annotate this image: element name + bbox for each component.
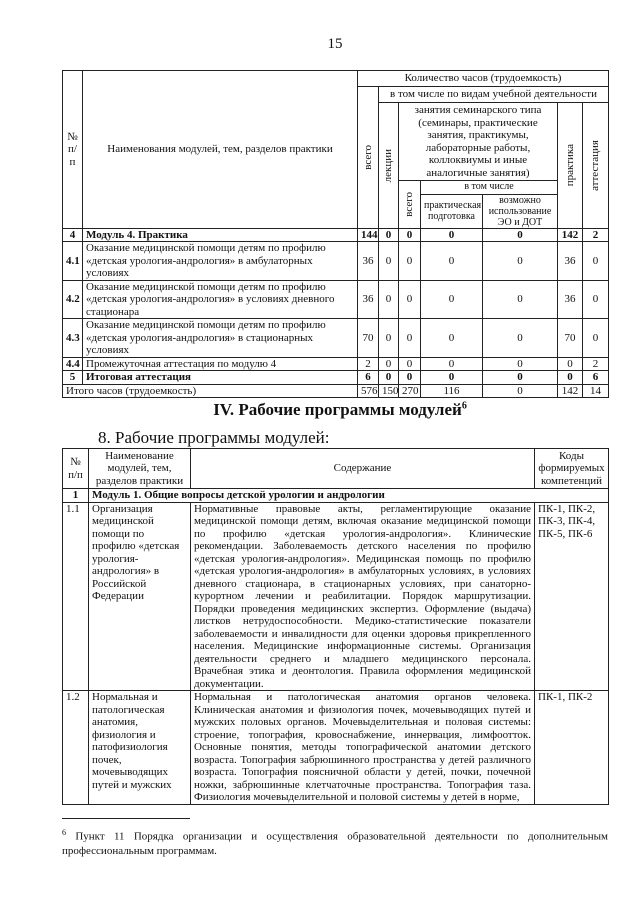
footnote-text: Пункт 11 Порядка организации и осуществления образовательной деятельности по дополнительным профессиональным программам. — [62, 830, 608, 857]
row-content: Нормативные правовые акты, регламентирующие оказание медицинской помощи детям, включая оказание медицинской помощи по профилю «детская урология-андрология». Клинические рекомендации. Заболеваемость детского населения по профилю «детская урология-андрология». Медицинская помощь по профилю «детская урология-андрология» в амбулаторных условиях, в условиях дневного стационара, в стационарных условиях, при санаторно-курортном лечении и реабилитации. Порядок маршрутизации. Порядки проведения медицинских экспертиз. Оформление (выдача) листков нетрудоспособности. Медико-статистические показатели заболеваемости и инвалидности для оценки здоровья прикрепленного населения. Медицинские информационные системы. Организация деятельности среднего и младшего медицинского персонала. Врачебная этика и деонтология. Правила оформления медицинской документации. — [191, 502, 535, 691]
total-value: 142 — [558, 384, 583, 398]
row-value: 0 — [379, 280, 399, 319]
row-name: Итоговая аттестация — [83, 371, 358, 385]
module-num: 1 — [63, 489, 89, 503]
row-value: 0 — [379, 319, 399, 358]
row-value: 0 — [379, 357, 399, 371]
footnote-ref[interactable]: 6 — [461, 400, 467, 412]
row-value: 0 — [399, 280, 421, 319]
header-by-type: в том числе по видам учебной деятельности — [379, 87, 609, 103]
header-lectures — [379, 103, 399, 229]
row-value: 36 — [558, 280, 583, 319]
row-name: Оказание медицинской помощи детям по профилю «детская урология-андрология» в стационарных условиях — [83, 319, 358, 358]
total-row — [63, 384, 609, 398]
table-row — [63, 228, 609, 242]
table-row — [63, 371, 609, 385]
total-value: 270 — [399, 384, 421, 398]
row-content: Нормальная и патологическая анатомия органов человека. Клиническая анатомия и физиология почек, мочевыводящих путей и мужских половых органов. Мочевыделительная и половая системы: строение, топография, кровоснабжение, иннервация, лимфоотток. Основные понятия, методы топографической анатомии детского возраста. Топография забрюшинного пространства у детей различного возраста. Топография поясничной области у детей, почки, почечной ножки, забрюшинные клетчаточные пространства. Топография таза. Физиология мочевыделительной и половой системы у детей в норме, — [191, 691, 535, 805]
row-value: 6 — [583, 371, 609, 385]
row-value: 0 — [421, 280, 483, 319]
header-seminar-total — [399, 181, 421, 229]
footnote — [62, 826, 608, 858]
header-seminar: занятия семинарского типа (семинары, практические занятия, практикумы, лабораторные работы, коллоквиумы и иные аналогичные занятия) — [399, 103, 558, 181]
row-value: 142 — [558, 228, 583, 242]
row-num: 4.3 — [63, 319, 83, 358]
hours-table — [62, 70, 609, 398]
row-value: 0 — [399, 319, 421, 358]
header-num: № п/п — [63, 71, 83, 229]
header-attestation-label: аттестация — [589, 139, 602, 191]
total-value: 0 — [483, 384, 558, 398]
section-title — [0, 400, 640, 420]
header-seminar-total-label: всего — [403, 191, 416, 217]
row-value: 0 — [483, 319, 558, 358]
table-row — [63, 280, 609, 319]
row-value: 36 — [358, 280, 379, 319]
header-eo-dot: возможно использование ЭО и ДОТ — [483, 194, 558, 228]
row-value: 0 — [558, 371, 583, 385]
total-value: 150 — [379, 384, 399, 398]
total-value: 14 — [583, 384, 609, 398]
header-practice — [558, 103, 583, 229]
section-title-text: IV. Рабочие программы модулей — [213, 400, 462, 419]
header-total-label: всего — [361, 144, 374, 170]
header-name: Наименование модулей, тем, разделов практики — [89, 449, 191, 489]
row-value: 0 — [483, 371, 558, 385]
row-value: 36 — [358, 242, 379, 281]
row-value: 0 — [558, 357, 583, 371]
table-row — [63, 691, 609, 805]
row-value: 0 — [399, 228, 421, 242]
header-attestation — [583, 103, 609, 229]
header-hours-group: Количество часов (трудоемкость) — [358, 71, 609, 87]
row-value: 0 — [399, 242, 421, 281]
total-value: 116 — [421, 384, 483, 398]
row-num: 1.2 — [63, 691, 89, 805]
row-value: 0 — [421, 319, 483, 358]
row-name: Модуль 4. Практика — [83, 228, 358, 242]
row-name: Промежуточная аттестация по модулю 4 — [83, 357, 358, 371]
row-num: 1.1 — [63, 502, 89, 691]
row-value: 70 — [358, 319, 379, 358]
row-num: 4.2 — [63, 280, 83, 319]
row-value: 0 — [421, 228, 483, 242]
row-value: 2 — [583, 228, 609, 242]
row-value: 36 — [558, 242, 583, 281]
row-value: 0 — [399, 357, 421, 371]
row-name: Оказание медицинской помощи детям по профилю «детская урология-андрология» в условиях дневного стационара — [83, 280, 358, 319]
row-value: 0 — [483, 242, 558, 281]
subsection-title: 8. Рабочие программы модулей: — [98, 428, 330, 447]
row-value: 0 — [583, 280, 609, 319]
row-value: 0 — [379, 242, 399, 281]
table-row — [63, 319, 609, 358]
header-content: Содержание — [191, 449, 535, 489]
programs-table — [62, 448, 609, 805]
row-num: 4 — [63, 228, 83, 242]
header-total — [358, 87, 379, 229]
footnote-mark: 6 — [62, 828, 66, 837]
row-value: 0 — [583, 319, 609, 358]
row-value: 144 — [358, 228, 379, 242]
row-value: 70 — [558, 319, 583, 358]
row-codes: ПК-1, ПК-2, ПК-3, ПК-4, ПК-5, ПК-6 — [535, 502, 609, 691]
row-value: 2 — [583, 357, 609, 371]
row-num: 5 — [63, 371, 83, 385]
row-num: 4.1 — [63, 242, 83, 281]
row-value: 0 — [421, 371, 483, 385]
row-value: 6 — [358, 371, 379, 385]
row-name: Оказание медицинской помощи детям по профилю «детская урология-андрология» в амбулаторных условиях — [83, 242, 358, 281]
header-num: № п/п — [63, 449, 89, 489]
row-value: 0 — [379, 371, 399, 385]
row-value: 0 — [483, 228, 558, 242]
row-name: Нормальная и патологическая анатомия, физиология и патофизиология почек, мочевыводящих путей и мужских — [89, 691, 191, 805]
header-practical-training: практическая подготовка — [421, 194, 483, 228]
module-row — [63, 489, 609, 503]
row-name: Организация медицинской помощи по профилю «детская урология-андрология» в Российской Федерации — [89, 502, 191, 691]
row-value: 0 — [379, 228, 399, 242]
row-value: 2 — [358, 357, 379, 371]
header-practice-label: практика — [563, 144, 576, 187]
header-including: в том числе — [421, 181, 558, 195]
footnote-divider — [62, 818, 190, 819]
row-value: 0 — [483, 357, 558, 371]
row-value: 0 — [483, 280, 558, 319]
row-value: 0 — [583, 242, 609, 281]
table-row — [63, 502, 609, 691]
header-lectures-label: лекции — [382, 148, 395, 182]
row-num: 4.4 — [63, 357, 83, 371]
total-label: Итого часов (трудоемкость) — [63, 384, 358, 398]
header-name: Наименования модулей, тем, разделов практики — [83, 71, 358, 229]
table-row — [63, 242, 609, 281]
table-row — [63, 357, 609, 371]
page-number: 15 — [327, 36, 343, 52]
total-value: 576 — [358, 384, 379, 398]
row-value: 0 — [421, 357, 483, 371]
header-codes: Коды формируемых компетенций — [535, 449, 609, 489]
row-codes: ПК-1, ПК-2 — [535, 691, 609, 805]
module-title: Модуль 1. Общие вопросы детской урологии и андрологии — [89, 489, 609, 503]
row-value: 0 — [421, 242, 483, 281]
row-value: 0 — [399, 371, 421, 385]
